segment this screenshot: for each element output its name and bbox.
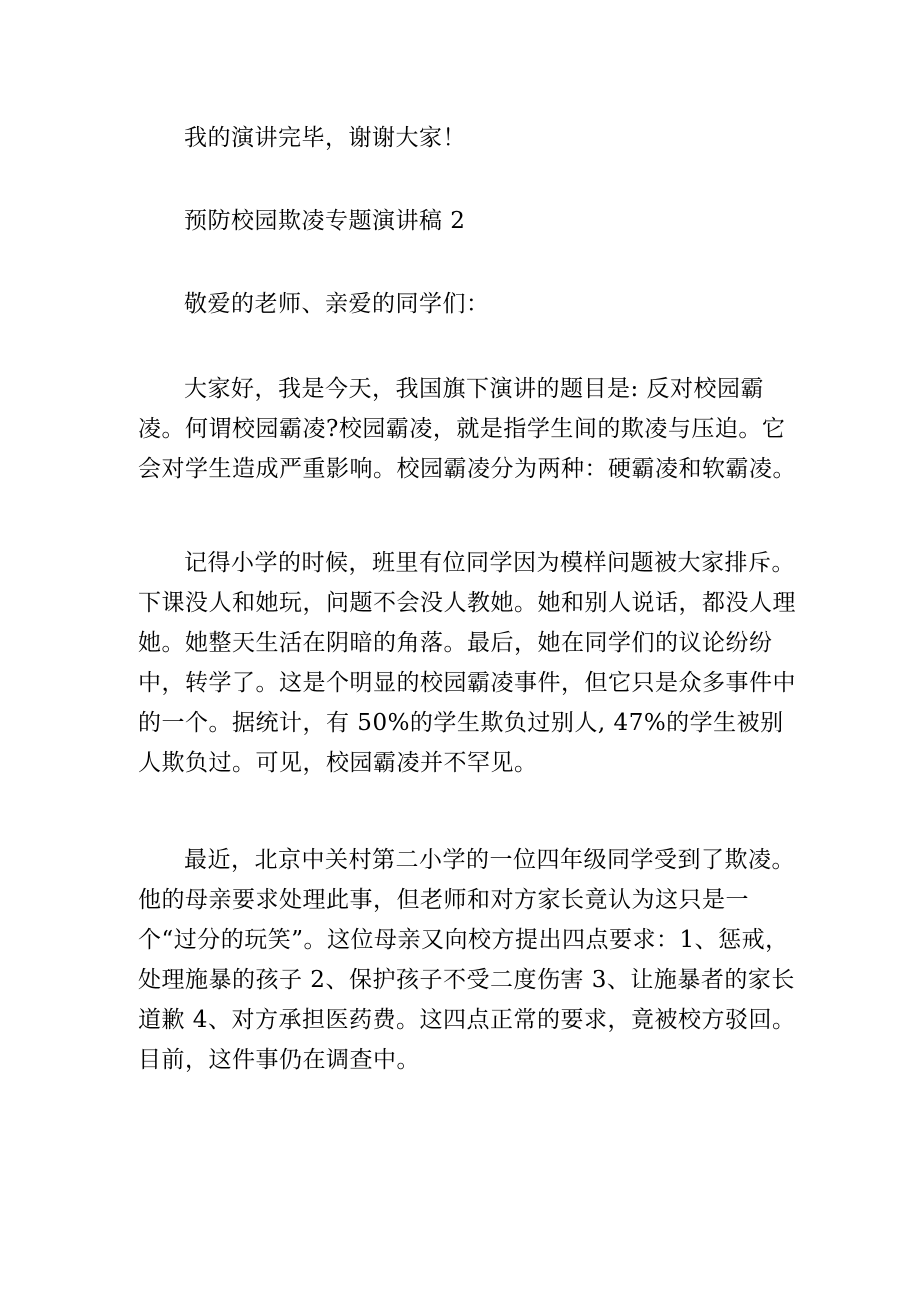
body-paragraph: 最近，北京中关村第二小学的一位四年级同学受到了欺凌。他的母亲要求处理此事，但老师和对方家长竟认为这只是一个“过分的玩笑”。这位母亲又向校方提出四点要求：1、惩戒，处理施暴的孩子 2、保护孩子不受二度伤害 3、让施暴者的家长道歉 4、对方承担医药费。这四点正常的要求，竟被校方驳回。目前，这件事仍在调查中。 <box>138 847 796 1073</box>
speech-title: 预防校园欺凌专题演讲稿 2 <box>184 208 466 234</box>
body-paragraph: 大家好，我是今天，我国旗下演讲的题目是: 反对校园霸凌。何谓校园霸凌?校园霸凌，就是指学生间的欺凌与压迫。它会对学生造成严重影响。校园霸凌分为两种：硬霸凌和软霸凌。 <box>138 376 796 482</box>
salutation: 敬爱的老师、亲爱的同学们： <box>184 291 490 317</box>
closing-paragraph: 我的演讲完毕，谢谢大家！ <box>184 125 466 151</box>
body-paragraph: 记得小学的时候，班里有位同学因为模样问题被大家排斥。下课没人和她玩，问题不会没人教她。她和别人说话，都没人理她。她整天生活在阴暗的角落。最后，她在同学们的议论纷纷中，转学了。这是个明显的校园霸凌事件，但它只是众多事件中的一个。据统计，有 50%的学生欺负过别人, 47%的学生被别人欺负过。可见，校园霸凌并不罕见。 <box>138 550 796 776</box>
